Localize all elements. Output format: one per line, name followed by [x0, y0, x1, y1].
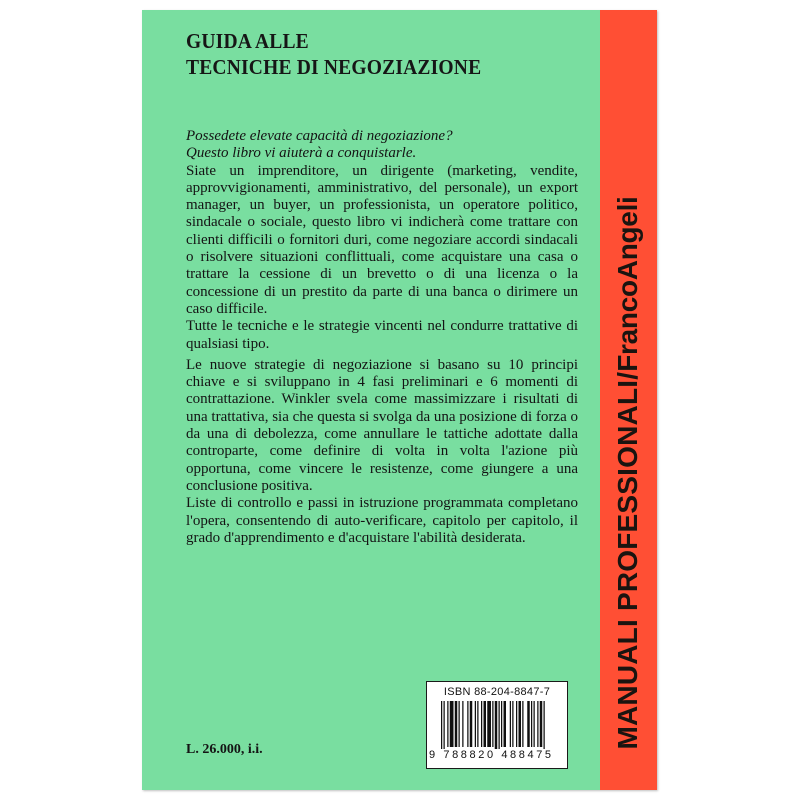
intro-line-2: Questo libro vi aiuterà a conquistarle.	[186, 145, 417, 162]
barcode-bar	[512, 701, 513, 747]
barcode-panel	[426, 681, 568, 769]
blurb-paragraph-4: Liste di controllo e passi in istruzione programmata completano l'opera, consentendo di auto-verificare, capitolo per capitolo, il grado d'apprendimento e d'acquistare l'abilità desiderata.	[186, 495, 578, 546]
barcode-digits: 9 788820 488475	[429, 749, 554, 761]
title-line-1: GUIDA ALLE	[186, 29, 309, 53]
barcode-bar	[510, 701, 511, 747]
barcode-bar	[459, 701, 460, 747]
blurb-paragraph-3: Le nuove strategie di negoziazione si basano su 10 principi chiave e si sviluppano in 4 fasi preliminari e 6 momenti di contrattazione. Winkler svela come massimizzare i risultati di una trattativa, sia che questa si svolga da una posizione di forza o da una di debolezza, come annullare le tattiche adottate dalla controparte, come definire di volta in volta l'azione più opportuna, come vincere le resistenze, come giungere a una conclusione positiva.	[186, 356, 578, 494]
barcode-bar	[467, 701, 468, 747]
isbn-label: ISBN 88-204-8847-7	[443, 686, 551, 698]
barcode-bar	[537, 701, 538, 747]
barcode-bar	[534, 701, 535, 747]
barcode-bar	[481, 701, 482, 747]
series-name: MANUALI PROFESSIONALI/	[612, 371, 643, 750]
barcode-bar	[462, 701, 463, 747]
intro-line-1: Possedete elevate capacità di negoziazione?	[186, 128, 453, 144]
barcode-bar	[504, 701, 507, 747]
blurb-paragraph-1: Siate un imprenditore, un dirigente (marketing, vendite, approvvigionamenti, amministrativo, del personale), un export manager, un buyer, un professionista, un operatore politico, sindacale o sociale, questo libro vi indicherà come trattare con clienti difficili o fornitori duri, come negoziare accordi sindacali o risolvere situazioni conflittuali, come acquistare una casa o trattare la cessione di un brevetto o di una licenza o la concessione di un prestito da parte di una banca o dirimere un caso difficile.	[186, 162, 578, 317]
blurb	[186, 128, 578, 547]
price-label: L. 26.000, i.i.	[186, 742, 263, 757]
barcode-bar	[499, 701, 500, 749]
barcode-bar	[444, 701, 445, 749]
barcode-bar	[492, 701, 493, 747]
barcode-bar	[487, 701, 491, 747]
spine-title	[612, 196, 644, 749]
barcode-bar	[495, 701, 498, 749]
barcode-bar	[477, 701, 478, 747]
barcode-bar	[475, 701, 476, 747]
barcode-bar	[527, 701, 530, 747]
barcode-bar	[501, 701, 502, 747]
barcode-bar	[544, 701, 545, 749]
barcode-bar	[519, 701, 522, 747]
book-title	[186, 28, 481, 80]
barcode-bar	[455, 701, 458, 747]
barcode-bar	[516, 701, 517, 747]
barcode-bar	[484, 701, 487, 747]
barcode-bar	[447, 701, 448, 747]
barcode-bar	[470, 701, 473, 747]
barcode-bar	[450, 701, 454, 747]
title-line-2: TECNICHE DI NEGOZIAZIONE	[186, 55, 482, 79]
barcode-bar	[540, 701, 543, 747]
barcode-bar	[531, 701, 532, 747]
barcode-bar	[522, 701, 523, 747]
barcode	[441, 701, 559, 749]
blurb-paragraph-2: Tutte le tecniche e le strategie vincenti nel condurre trattative di qualsiasi tipo.	[186, 318, 578, 352]
barcode-bar	[441, 701, 442, 749]
publisher-name: FrancoAngeli	[612, 196, 643, 372]
